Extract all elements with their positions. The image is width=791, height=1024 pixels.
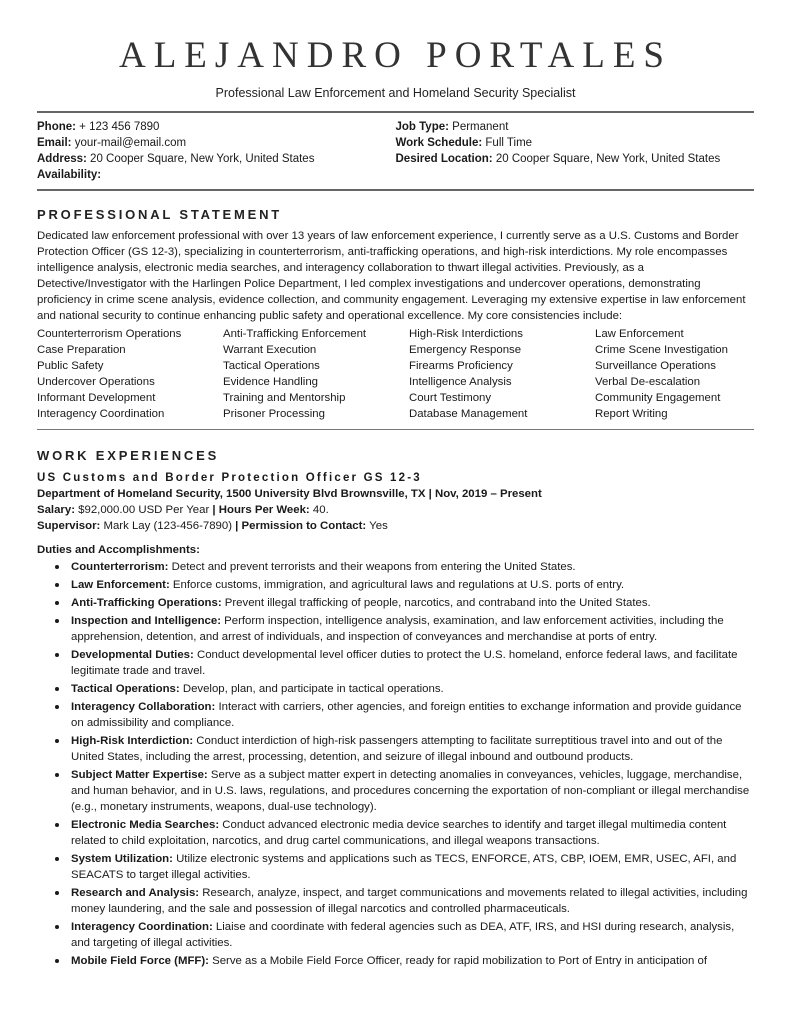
contact-left	[37, 119, 396, 183]
skill-item: Emergency Response	[409, 344, 522, 357]
duty-item: • Research and Analysis: Research, analyze, inspect, and target communications and movements related to illegal activities, including money laundering, and the sale and possession of illegal narcotics and controlled pharmaceuticals.	[69, 884, 754, 917]
work-title: WORK EXPERIENCES	[37, 447, 220, 463]
duty-item: • Developmental Duties: Conduct developmental level officer duties to protect the U.S. homeland, enforce federal laws, and facilitate legitimate trade and travel.	[69, 646, 754, 679]
contact-right	[396, 119, 755, 183]
skill-item: Court Testimony	[409, 392, 492, 405]
salary-value: $92,000.00 USD Per Year	[75, 503, 213, 516]
skill-item: Verbal De-escalation	[595, 376, 701, 389]
job-type-value: Permanent	[448, 121, 509, 133]
duty-item: • Anti-Trafficking Operations: Prevent illegal trafficking of people, narcotics, and contraband into the United States.	[69, 594, 754, 611]
duty-item: • Subject Matter Expertise: Serve as a subject matter expert in detecting anomalies in conveyances, vehicles, luggage, merchandise, and human behavior, and in U.S. laws, regulations, and procedures concerning the exportation of non-compliant or illegal merchandise (e.g., monetary instruments, weapons, dual-use technology).	[69, 766, 754, 815]
statement-title: PROFESSIONAL STATEMENT	[37, 207, 283, 222]
skill-item: Law Enforcement	[595, 328, 684, 341]
duty-item: • Interagency Collaboration: Interact with carriers, other agencies, and foreign entities to exchange information and provide guidance on admissibility and compliance.	[69, 698, 754, 731]
phone-line: Phone: + 123 456 7890	[37, 121, 160, 133]
address-line: Address: 20 Cooper Square, New York, United States	[37, 153, 315, 165]
salary-line: Salary: $92,000.00 USD Per Year | Hours Per Week: 40.	[37, 503, 329, 516]
duty-item: • High-Risk Interdiction: Conduct interdiction of high-risk passengers attempting to facilitate surreptitious travel into and out of the United States, including the arrest, processing, detention, and seizure of illegal inbound and outbound products.	[69, 732, 754, 765]
address-value: 20 Cooper Square, New York, United States	[86, 153, 315, 165]
skill-item: Tactical Operations	[223, 360, 320, 373]
duty-item: • Mobile Field Force (MFF): Serve as a Mobile Field Force Officer, ready for rapid mobilization to Port of Entry in anticipation of	[69, 952, 754, 969]
duty-item: • Electronic Media Searches: Conduct advanced electronic media device searches to identify and target illegal multimedia content related to child exploitation, narcotics, and drug cartel communications, and illegal weapons transactions.	[69, 816, 754, 849]
duty-item: • Inspection and Intelligence: Perform inspection, intelligence analysis, examination, and law enforcement activities, including the apprehension, detention, and arrest of individuals, and inspection of conveyances and merchandise at ports of entry.	[69, 612, 754, 645]
duty-item: • Law Enforcement: Enforce customs, immigration, and agricultural laws and regulations at U.S. ports of entry.	[69, 576, 754, 593]
duty-item: • Counterterrorism: Detect and prevent terrorists and their weapons from entering the United States.	[69, 558, 754, 575]
skill-item: Community Engagement	[595, 392, 721, 405]
candidate-name: ALEJANDRO PORTALES	[118, 35, 673, 76]
skill-item: Evidence Handling	[223, 376, 318, 389]
skill-item: Crime Scene Investigation	[595, 344, 728, 357]
skills-grid	[37, 327, 754, 422]
skill-item: Anti-Trafficking Enforcement	[223, 328, 367, 341]
phone-value: + 123 456 7890	[75, 121, 160, 133]
desired-location-line: Desired Location: 20 Cooper Square, New York, United States	[395, 153, 721, 165]
desired-location-value: 20 Cooper Square, New York, United States	[492, 153, 721, 165]
supervisor-line: Supervisor: Mark Lay (123-456-7890) | Permission to Contact: Yes	[37, 519, 388, 532]
supervisor-value: Mark Lay (123-456-7890)	[100, 519, 236, 532]
employer-line: Department of Homeland Security, 1500 University Blvd Brownsville, TX | Nov, 2019 – Present	[37, 487, 542, 500]
skill-item: Prisoner Processing	[223, 407, 325, 420]
statement-text: Dedicated law enforcement professional with over 13 years of law enforcement experience, I currently serve as a U.S. Customs and Border Protection Officer (GS 12-3), specializing in counterterrorism, anti-trafficking operations, and high-risk interdictions. My role encompasses intelligence analysis, electronic media searches, and interagency collaboration to thwart illegal activities. Previously, as a Detective/Investigator with the Harlingen Police Department, I led complex investigations and undercover operations, demonstrating proficiency in crime scene analysis, evidence collection, and community engagement. Leveraging my extensive expertise in law enforcement and national security to continue enhancing public safety and operational excellence. My core consistencies include:	[37, 230, 746, 322]
candidate-tagline: Professional Law Enforcement and Homeland Security Specialist	[215, 86, 576, 100]
skill-item: Firearms Proficiency	[409, 360, 513, 373]
skill-item: Intelligence Analysis	[409, 376, 512, 389]
job-title: US Customs and Border Protection Officer GS 12-3	[37, 471, 422, 484]
skill-item: Surveillance Operations	[595, 360, 716, 373]
skill-item: Counterterrorism Operations	[37, 328, 182, 341]
schedule-line: Work Schedule: Full Time	[395, 137, 533, 149]
job-type-line: Job Type: Permanent	[395, 121, 509, 133]
contact-divider	[37, 189, 754, 191]
skill-item: Interagency Coordination	[37, 407, 165, 420]
email-value: your-mail@email.com	[71, 137, 187, 149]
skill-item: Database Management	[409, 407, 528, 420]
skill-item: Warrant Execution	[223, 344, 317, 357]
availability-line: Availability:	[37, 169, 102, 181]
skill-item: High-Risk Interdictions	[409, 328, 523, 341]
email-line: Email: your-mail@email.com	[37, 137, 187, 149]
skill-item: Public Safety	[37, 360, 104, 373]
permission-value: Yes	[366, 519, 388, 532]
schedule-value: Full Time	[482, 137, 533, 149]
statement-divider	[37, 429, 754, 430]
hours-value: 40.	[309, 503, 329, 516]
skill-item: Informant Development	[37, 392, 156, 405]
skill-item: Undercover Operations	[37, 376, 155, 389]
duties-list	[37, 558, 754, 969]
skill-item: Report Writing	[595, 407, 668, 420]
contact-block	[37, 113, 754, 189]
skill-item: Training and Mentorship	[223, 392, 346, 405]
skill-item: Case Preparation	[37, 344, 126, 357]
duty-item: • Tactical Operations: Develop, plan, and participate in tactical operations.	[69, 680, 754, 697]
duties-heading: Duties and Accomplishments:	[37, 543, 200, 556]
duty-item: • System Utilization: Utilize electronic systems and applications such as TECS, ENFORCE, ATS, CBP, IOEM, EMR, USEC, AFI, and SEACATS to target illegal activities.	[69, 850, 754, 883]
duty-item: • Interagency Coordination: Liaise and coordinate with federal agencies such as DEA, ATF, IRS, and HSI during research, analysis, and targeting of illegal activities.	[69, 918, 754, 951]
